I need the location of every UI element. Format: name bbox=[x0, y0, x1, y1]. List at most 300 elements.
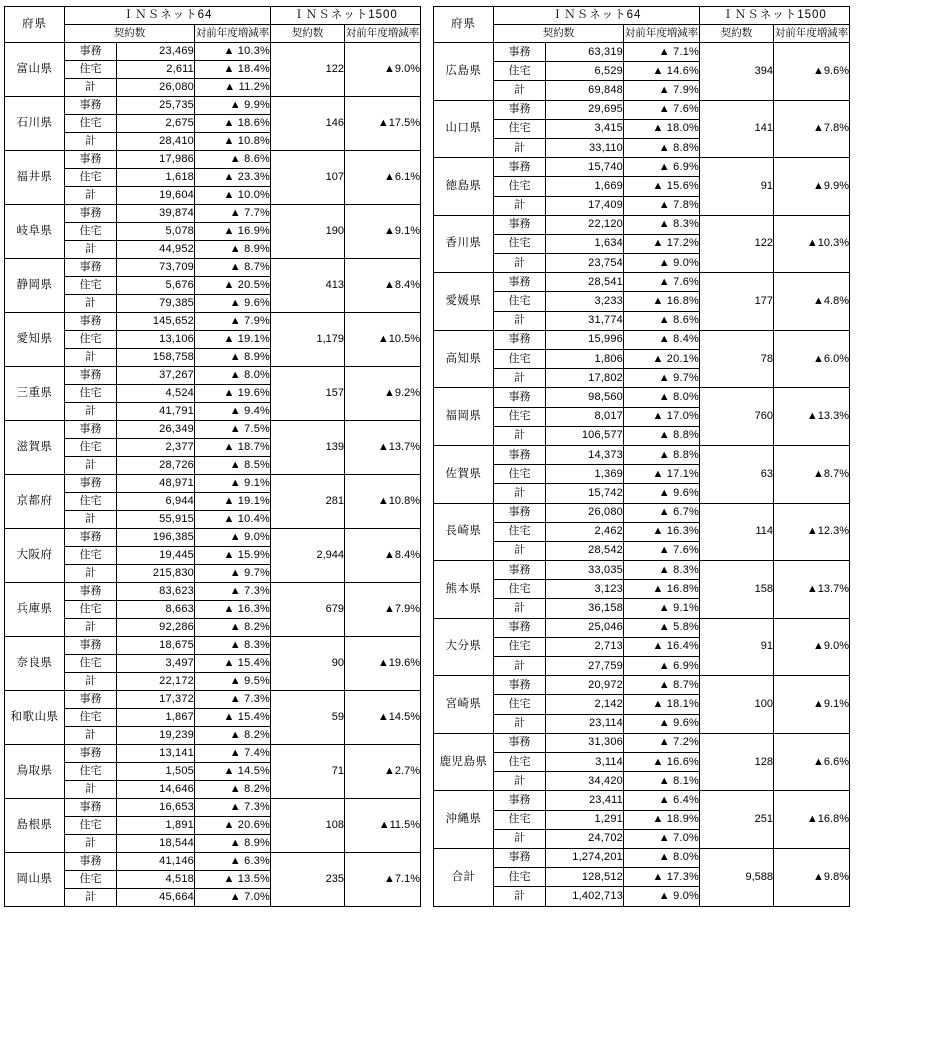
ins64-contracts-cell: 28,726 bbox=[117, 457, 195, 475]
ins1500-contracts-cell: 1,179 bbox=[271, 313, 345, 367]
ins64-contracts-cell: 19,604 bbox=[117, 187, 195, 205]
ins64-contracts-cell: 6,944 bbox=[117, 493, 195, 511]
ins64-contracts-cell: 79,385 bbox=[117, 295, 195, 313]
table-row bbox=[5, 583, 421, 601]
ins64-rate-cell: ▲ 17.0% bbox=[624, 407, 700, 426]
table-row bbox=[434, 388, 850, 407]
ins64-rate-cell: ▲ 8.4% bbox=[624, 330, 700, 349]
ins64-contracts-cell: 31,306 bbox=[546, 733, 624, 752]
pref-name-cell: 奈良県 bbox=[5, 637, 65, 691]
table-row bbox=[434, 791, 850, 810]
ins64-rate-cell: ▲ 23.3% bbox=[195, 169, 271, 187]
ins64-rate-cell: ▲ 8.9% bbox=[195, 835, 271, 853]
ins64-contracts-cell: 92,286 bbox=[117, 619, 195, 637]
ins64-rate-cell: ▲ 9.4% bbox=[195, 403, 271, 421]
ins64-contracts-cell: 3,497 bbox=[117, 655, 195, 673]
row-type-cell: 計 bbox=[65, 835, 117, 853]
row-type-cell: 住宅 bbox=[65, 871, 117, 889]
ins64-rate-cell: ▲ 16.4% bbox=[624, 637, 700, 656]
row-type-cell: 事務 bbox=[494, 503, 546, 522]
ins64-contracts-cell: 19,445 bbox=[117, 547, 195, 565]
ins64-contracts-cell: 6,529 bbox=[546, 62, 624, 81]
ins64-rate-cell: ▲ 10.4% bbox=[195, 511, 271, 529]
ins64-contracts-cell: 106,577 bbox=[546, 426, 624, 445]
ins64-rate-cell: ▲ 18.6% bbox=[195, 115, 271, 133]
ins64-rate-cell: ▲ 7.3% bbox=[195, 691, 271, 709]
pref-name-cell: 高知県 bbox=[434, 330, 494, 388]
ins64-rate-cell: ▲ 18.4% bbox=[195, 61, 271, 79]
ins64-rate-cell: ▲ 6.9% bbox=[624, 158, 700, 177]
ins64-contracts-cell: 14,373 bbox=[546, 445, 624, 464]
row-type-cell: 住宅 bbox=[65, 709, 117, 727]
ins1500-rate-cell: ▲6.6% bbox=[774, 733, 850, 791]
ins64-contracts-cell: 25,735 bbox=[117, 97, 195, 115]
ins1500-contracts-cell: 235 bbox=[271, 853, 345, 907]
ins64-rate-cell: ▲ 20.5% bbox=[195, 277, 271, 295]
pref-name-cell: 滋賀県 bbox=[5, 421, 65, 475]
pref-name-cell: 愛知県 bbox=[5, 313, 65, 367]
ins64-contracts-cell: 27,759 bbox=[546, 657, 624, 676]
ins64-rate-cell: ▲ 9.7% bbox=[195, 565, 271, 583]
ins64-contracts-cell: 20,972 bbox=[546, 676, 624, 695]
pref-name-cell: 佐賀県 bbox=[434, 445, 494, 503]
ins64-rate-cell: ▲ 20.1% bbox=[624, 350, 700, 369]
pref-name-cell: 山口県 bbox=[434, 100, 494, 158]
ins64-rate-cell: ▲ 7.8% bbox=[624, 196, 700, 215]
row-type-cell: 計 bbox=[494, 138, 546, 157]
row-type-cell: 住宅 bbox=[494, 292, 546, 311]
row-type-cell: 事務 bbox=[494, 848, 546, 867]
ins64-rate-cell: ▲ 16.9% bbox=[195, 223, 271, 241]
ins64-contracts-cell: 28,410 bbox=[117, 133, 195, 151]
ins64-rate-cell: ▲ 7.0% bbox=[195, 889, 271, 907]
ins1500-contracts-cell: 100 bbox=[700, 676, 774, 734]
ins64-contracts-cell: 128,512 bbox=[546, 868, 624, 887]
ins64-contracts-cell: 28,542 bbox=[546, 541, 624, 560]
ins64-contracts-cell: 2,142 bbox=[546, 695, 624, 714]
ins1500-rate-cell: ▲14.5% bbox=[345, 691, 421, 745]
ins64-rate-cell: ▲ 19.6% bbox=[195, 385, 271, 403]
ins64-rate-cell: ▲ 15.4% bbox=[195, 655, 271, 673]
pref-name-cell: 和歌山県 bbox=[5, 691, 65, 745]
ins64-contracts-cell: 34,420 bbox=[546, 772, 624, 791]
ins64-rate-cell: ▲ 7.6% bbox=[624, 273, 700, 292]
ins64-contracts-cell: 1,369 bbox=[546, 465, 624, 484]
header-rate-64: 対前年度増減率 bbox=[624, 25, 700, 43]
ins1500-contracts-cell: 251 bbox=[700, 791, 774, 849]
table-row bbox=[434, 733, 850, 752]
row-type-cell: 住宅 bbox=[494, 119, 546, 138]
ins1500-rate-cell: ▲9.9% bbox=[774, 158, 850, 216]
ins64-contracts-cell: 17,372 bbox=[117, 691, 195, 709]
ins64-rate-cell: ▲ 8.3% bbox=[624, 215, 700, 234]
ins64-rate-cell: ▲ 14.6% bbox=[624, 62, 700, 81]
ins64-rate-cell: ▲ 16.3% bbox=[624, 522, 700, 541]
row-type-cell: 事務 bbox=[65, 475, 117, 493]
ins64-contracts-cell: 55,915 bbox=[117, 511, 195, 529]
ins1500-contracts-cell: 63 bbox=[700, 445, 774, 503]
row-type-cell: 事務 bbox=[494, 791, 546, 810]
ins1500-contracts-cell: 139 bbox=[271, 421, 345, 475]
row-type-cell: 計 bbox=[65, 241, 117, 259]
ins64-contracts-cell: 3,233 bbox=[546, 292, 624, 311]
ins64-contracts-cell: 13,106 bbox=[117, 331, 195, 349]
header-pref: 府県 bbox=[434, 7, 494, 43]
ins1500-contracts-cell: 190 bbox=[271, 205, 345, 259]
table-header-right bbox=[434, 7, 850, 43]
pref-name-cell: 岡山県 bbox=[5, 853, 65, 907]
ins64-contracts-cell: 25,046 bbox=[546, 618, 624, 637]
ins1500-contracts-cell: 128 bbox=[700, 733, 774, 791]
row-type-cell: 事務 bbox=[65, 691, 117, 709]
row-type-cell: 住宅 bbox=[494, 522, 546, 541]
row-type-cell: 住宅 bbox=[494, 810, 546, 829]
ins64-rate-cell: ▲ 8.9% bbox=[195, 241, 271, 259]
ins64-rate-cell: ▲ 6.4% bbox=[624, 791, 700, 810]
row-type-cell: 計 bbox=[65, 727, 117, 745]
table-row bbox=[5, 691, 421, 709]
ins1500-rate-cell: ▲4.8% bbox=[774, 273, 850, 331]
ins64-contracts-cell: 17,409 bbox=[546, 196, 624, 215]
ins1500-contracts-cell: 91 bbox=[700, 618, 774, 676]
pref-name-cell: 兵庫県 bbox=[5, 583, 65, 637]
ins64-rate-cell: ▲ 8.7% bbox=[624, 676, 700, 695]
header-rate-64: 対前年度増減率 bbox=[195, 25, 271, 43]
pref-name-cell: 合計 bbox=[434, 848, 494, 906]
ins64-contracts-cell: 215,830 bbox=[117, 565, 195, 583]
row-type-cell: 計 bbox=[65, 781, 117, 799]
ins64-rate-cell: ▲ 8.9% bbox=[195, 349, 271, 367]
ins1500-rate-cell: ▲9.6% bbox=[774, 43, 850, 101]
ins1500-contracts-cell: 158 bbox=[700, 561, 774, 619]
ins64-rate-cell: ▲ 9.1% bbox=[195, 475, 271, 493]
ins1500-rate-cell: ▲8.4% bbox=[345, 259, 421, 313]
table-row bbox=[5, 259, 421, 277]
pref-name-cell: 沖縄県 bbox=[434, 791, 494, 849]
row-type-cell: 計 bbox=[494, 369, 546, 388]
ins64-rate-cell: ▲ 7.6% bbox=[624, 100, 700, 119]
row-type-cell: 住宅 bbox=[65, 385, 117, 403]
pref-name-cell: 長崎県 bbox=[434, 503, 494, 561]
ins64-rate-cell: ▲ 9.6% bbox=[624, 714, 700, 733]
ins64-contracts-cell: 15,740 bbox=[546, 158, 624, 177]
ins64-rate-cell: ▲ 19.1% bbox=[195, 493, 271, 511]
header-contracts-64: 契約数 bbox=[494, 25, 624, 43]
table-row bbox=[5, 205, 421, 223]
row-type-cell: 事務 bbox=[65, 637, 117, 655]
row-type-cell: 事務 bbox=[65, 151, 117, 169]
ins64-contracts-cell: 22,172 bbox=[117, 673, 195, 691]
ins64-rate-cell: ▲ 19.1% bbox=[195, 331, 271, 349]
row-type-cell: 事務 bbox=[494, 100, 546, 119]
ins64-rate-cell: ▲ 7.9% bbox=[624, 81, 700, 100]
ins64-rate-cell: ▲ 8.8% bbox=[624, 426, 700, 445]
row-type-cell: 住宅 bbox=[65, 331, 117, 349]
row-type-cell: 住宅 bbox=[494, 234, 546, 253]
ins64-contracts-cell: 41,146 bbox=[117, 853, 195, 871]
ins64-contracts-cell: 28,541 bbox=[546, 273, 624, 292]
ins64-rate-cell: ▲ 18.9% bbox=[624, 810, 700, 829]
ins64-rate-cell: ▲ 8.2% bbox=[195, 781, 271, 799]
header-contracts-64: 契約数 bbox=[65, 25, 195, 43]
row-type-cell: 計 bbox=[65, 673, 117, 691]
ins1500-contracts-cell: 394 bbox=[700, 43, 774, 101]
ins1500-rate-cell: ▲12.3% bbox=[774, 503, 850, 561]
ins64-contracts-cell: 33,110 bbox=[546, 138, 624, 157]
row-type-cell: 計 bbox=[65, 403, 117, 421]
row-type-cell: 計 bbox=[494, 541, 546, 560]
ins1500-rate-cell: ▲16.8% bbox=[774, 791, 850, 849]
ins1500-rate-cell: ▲6.1% bbox=[345, 151, 421, 205]
table-row bbox=[434, 618, 850, 637]
table-left bbox=[4, 6, 421, 907]
row-type-cell: 住宅 bbox=[65, 169, 117, 187]
row-type-cell: 計 bbox=[494, 887, 546, 907]
ins64-contracts-cell: 1,274,201 bbox=[546, 848, 624, 867]
ins1500-contracts-cell: 157 bbox=[271, 367, 345, 421]
ins64-contracts-cell: 48,971 bbox=[117, 475, 195, 493]
ins1500-rate-cell: ▲7.9% bbox=[345, 583, 421, 637]
ins64-rate-cell: ▲ 8.5% bbox=[195, 457, 271, 475]
ins64-rate-cell: ▲ 10.8% bbox=[195, 133, 271, 151]
ins1500-rate-cell: ▲9.0% bbox=[774, 618, 850, 676]
ins64-contracts-cell: 22,120 bbox=[546, 215, 624, 234]
ins64-rate-cell: ▲ 8.3% bbox=[624, 561, 700, 580]
table-row bbox=[5, 43, 421, 61]
row-type-cell: 住宅 bbox=[494, 868, 546, 887]
pref-name-cell: 広島県 bbox=[434, 43, 494, 101]
row-type-cell: 住宅 bbox=[65, 601, 117, 619]
table-row bbox=[434, 676, 850, 695]
ins64-rate-cell: ▲ 6.9% bbox=[624, 657, 700, 676]
ins64-contracts-cell: 23,469 bbox=[117, 43, 195, 61]
ins64-rate-cell: ▲ 7.6% bbox=[624, 541, 700, 560]
header-rate-1500: 対前年度増減率 bbox=[345, 25, 421, 43]
ins64-contracts-cell: 18,675 bbox=[117, 637, 195, 655]
ins1500-rate-cell: ▲10.3% bbox=[774, 215, 850, 273]
table-row bbox=[434, 158, 850, 177]
pref-name-cell: 福井県 bbox=[5, 151, 65, 205]
row-type-cell: 計 bbox=[65, 889, 117, 907]
table-row bbox=[5, 367, 421, 385]
row-type-cell: 事務 bbox=[65, 745, 117, 763]
row-type-cell: 計 bbox=[65, 295, 117, 313]
row-type-cell: 事務 bbox=[65, 583, 117, 601]
ins1500-contracts-cell: 141 bbox=[700, 100, 774, 158]
row-type-cell: 事務 bbox=[494, 215, 546, 234]
row-type-cell: 住宅 bbox=[65, 655, 117, 673]
pref-name-cell: 宮崎県 bbox=[434, 676, 494, 734]
ins64-contracts-cell: 196,385 bbox=[117, 529, 195, 547]
ins64-contracts-cell: 83,623 bbox=[117, 583, 195, 601]
ins64-rate-cell: ▲ 8.6% bbox=[195, 151, 271, 169]
ins64-contracts-cell: 41,791 bbox=[117, 403, 195, 421]
ins1500-rate-cell: ▲9.8% bbox=[774, 848, 850, 906]
header-ins1500: ＩＮＳネット1500 bbox=[271, 7, 421, 25]
ins1500-contracts-cell: 413 bbox=[271, 259, 345, 313]
ins64-rate-cell: ▲ 7.1% bbox=[624, 43, 700, 62]
ins64-contracts-cell: 63,319 bbox=[546, 43, 624, 62]
ins1500-contracts-cell: 59 bbox=[271, 691, 345, 745]
table-row bbox=[434, 43, 850, 62]
ins1500-contracts-cell: 71 bbox=[271, 745, 345, 799]
table-row bbox=[434, 330, 850, 349]
row-type-cell: 計 bbox=[494, 311, 546, 330]
table-row bbox=[434, 215, 850, 234]
ins64-contracts-cell: 69,848 bbox=[546, 81, 624, 100]
table-row bbox=[5, 151, 421, 169]
ins64-rate-cell: ▲ 17.1% bbox=[624, 465, 700, 484]
ins64-contracts-cell: 26,080 bbox=[546, 503, 624, 522]
row-type-cell: 事務 bbox=[494, 158, 546, 177]
ins64-contracts-cell: 158,758 bbox=[117, 349, 195, 367]
ins1500-contracts-cell: 177 bbox=[700, 273, 774, 331]
row-type-cell: 事務 bbox=[494, 618, 546, 637]
ins1500-rate-cell: ▲9.2% bbox=[345, 367, 421, 421]
ins64-rate-cell: ▲ 7.9% bbox=[195, 313, 271, 331]
ins64-rate-cell: ▲ 10.0% bbox=[195, 187, 271, 205]
ins64-rate-cell: ▲ 8.0% bbox=[195, 367, 271, 385]
row-type-cell: 計 bbox=[494, 829, 546, 848]
row-type-cell: 住宅 bbox=[494, 752, 546, 771]
row-type-cell: 計 bbox=[494, 81, 546, 100]
ins64-contracts-cell: 1,891 bbox=[117, 817, 195, 835]
pref-name-cell: 香川県 bbox=[434, 215, 494, 273]
ins1500-rate-cell: ▲7.8% bbox=[774, 100, 850, 158]
ins64-contracts-cell: 23,114 bbox=[546, 714, 624, 733]
ins64-contracts-cell: 1,669 bbox=[546, 177, 624, 196]
ins1500-contracts-cell: 2,944 bbox=[271, 529, 345, 583]
ins64-rate-cell: ▲ 15.4% bbox=[195, 709, 271, 727]
ins64-rate-cell: ▲ 9.6% bbox=[195, 295, 271, 313]
ins1500-contracts-cell: 146 bbox=[271, 97, 345, 151]
ins64-contracts-cell: 1,291 bbox=[546, 810, 624, 829]
ins64-contracts-cell: 8,017 bbox=[546, 407, 624, 426]
ins64-contracts-cell: 18,544 bbox=[117, 835, 195, 853]
table-row bbox=[434, 273, 850, 292]
ins1500-rate-cell: ▲13.7% bbox=[345, 421, 421, 475]
row-type-cell: 事務 bbox=[494, 273, 546, 292]
pref-name-cell: 大阪府 bbox=[5, 529, 65, 583]
ins1500-contracts-cell: 760 bbox=[700, 388, 774, 446]
ins64-rate-cell: ▲ 16.6% bbox=[624, 752, 700, 771]
ins64-contracts-cell: 3,123 bbox=[546, 580, 624, 599]
ins64-contracts-cell: 1,806 bbox=[546, 350, 624, 369]
ins1500-rate-cell: ▲2.7% bbox=[345, 745, 421, 799]
header-contracts-1500: 契約数 bbox=[271, 25, 345, 43]
ins64-rate-cell: ▲ 8.2% bbox=[195, 619, 271, 637]
ins64-rate-cell: ▲ 8.0% bbox=[624, 388, 700, 407]
row-type-cell: 住宅 bbox=[494, 637, 546, 656]
table-header-left bbox=[5, 7, 421, 43]
ins64-contracts-cell: 2,675 bbox=[117, 115, 195, 133]
pref-name-cell: 静岡県 bbox=[5, 259, 65, 313]
table-body-left bbox=[5, 43, 421, 907]
ins1500-rate-cell: ▲19.6% bbox=[345, 637, 421, 691]
ins1500-rate-cell: ▲11.5% bbox=[345, 799, 421, 853]
ins64-contracts-cell: 98,560 bbox=[546, 388, 624, 407]
row-type-cell: 計 bbox=[494, 196, 546, 215]
ins64-rate-cell: ▲ 11.2% bbox=[195, 79, 271, 97]
ins64-contracts-cell: 31,774 bbox=[546, 311, 624, 330]
ins64-rate-cell: ▲ 7.5% bbox=[195, 421, 271, 439]
ins64-rate-cell: ▲ 8.0% bbox=[624, 848, 700, 867]
table-right bbox=[433, 6, 850, 907]
ins64-rate-cell: ▲ 6.3% bbox=[195, 853, 271, 871]
ins1500-rate-cell: ▲6.0% bbox=[774, 330, 850, 388]
ins64-contracts-cell: 37,267 bbox=[117, 367, 195, 385]
pref-name-cell: 島根県 bbox=[5, 799, 65, 853]
ins64-rate-cell: ▲ 9.0% bbox=[195, 529, 271, 547]
row-type-cell: 住宅 bbox=[494, 580, 546, 599]
ins64-contracts-cell: 4,524 bbox=[117, 385, 195, 403]
ins64-rate-cell: ▲ 7.3% bbox=[195, 799, 271, 817]
table-row bbox=[434, 848, 850, 867]
ins64-contracts-cell: 36,158 bbox=[546, 599, 624, 618]
ins64-rate-cell: ▲ 8.6% bbox=[624, 311, 700, 330]
row-type-cell: 計 bbox=[494, 599, 546, 618]
row-type-cell: 住宅 bbox=[65, 493, 117, 511]
row-type-cell: 住宅 bbox=[65, 817, 117, 835]
ins64-contracts-cell: 26,080 bbox=[117, 79, 195, 97]
ins64-contracts-cell: 1,867 bbox=[117, 709, 195, 727]
ins64-rate-cell: ▲ 13.5% bbox=[195, 871, 271, 889]
ins64-rate-cell: ▲ 16.3% bbox=[195, 601, 271, 619]
ins64-rate-cell: ▲ 9.6% bbox=[624, 484, 700, 503]
ins64-contracts-cell: 23,754 bbox=[546, 254, 624, 273]
pref-name-cell: 岐阜県 bbox=[5, 205, 65, 259]
row-type-cell: 事務 bbox=[65, 313, 117, 331]
ins64-rate-cell: ▲ 8.8% bbox=[624, 138, 700, 157]
ins1500-rate-cell: ▲9.0% bbox=[345, 43, 421, 97]
row-type-cell: 事務 bbox=[494, 388, 546, 407]
ins1500-rate-cell: ▲8.7% bbox=[774, 445, 850, 503]
ins64-contracts-cell: 5,078 bbox=[117, 223, 195, 241]
pref-name-cell: 鳥取県 bbox=[5, 745, 65, 799]
ins1500-contracts-cell: 90 bbox=[271, 637, 345, 691]
ins64-contracts-cell: 8,663 bbox=[117, 601, 195, 619]
ins1500-rate-cell: ▲10.5% bbox=[345, 313, 421, 367]
table-row bbox=[434, 503, 850, 522]
ins1500-rate-cell: ▲13.7% bbox=[774, 561, 850, 619]
row-type-cell: 住宅 bbox=[65, 439, 117, 457]
ins64-contracts-cell: 33,035 bbox=[546, 561, 624, 580]
pref-name-cell: 三重県 bbox=[5, 367, 65, 421]
pref-name-cell: 京都府 bbox=[5, 475, 65, 529]
row-type-cell: 事務 bbox=[494, 445, 546, 464]
row-type-cell: 事務 bbox=[65, 799, 117, 817]
row-type-cell: 事務 bbox=[65, 205, 117, 223]
row-type-cell: 住宅 bbox=[494, 465, 546, 484]
table-body-right bbox=[434, 43, 850, 907]
ins64-contracts-cell: 23,411 bbox=[546, 791, 624, 810]
ins64-contracts-cell: 29,695 bbox=[546, 100, 624, 119]
row-type-cell: 住宅 bbox=[65, 61, 117, 79]
pref-name-cell: 愛媛県 bbox=[434, 273, 494, 331]
row-type-cell: 事務 bbox=[494, 676, 546, 695]
ins64-rate-cell: ▲ 8.2% bbox=[195, 727, 271, 745]
ins64-contracts-cell: 39,874 bbox=[117, 205, 195, 223]
ins64-rate-cell: ▲ 15.6% bbox=[624, 177, 700, 196]
ins64-rate-cell: ▲ 5.8% bbox=[624, 618, 700, 637]
row-type-cell: 住宅 bbox=[494, 62, 546, 81]
ins1500-contracts-cell: 9,588 bbox=[700, 848, 774, 906]
ins1500-contracts-cell: 91 bbox=[700, 158, 774, 216]
row-type-cell: 住宅 bbox=[494, 177, 546, 196]
row-type-cell: 住宅 bbox=[65, 115, 117, 133]
ins64-rate-cell: ▲ 7.7% bbox=[195, 205, 271, 223]
row-type-cell: 事務 bbox=[65, 43, 117, 61]
